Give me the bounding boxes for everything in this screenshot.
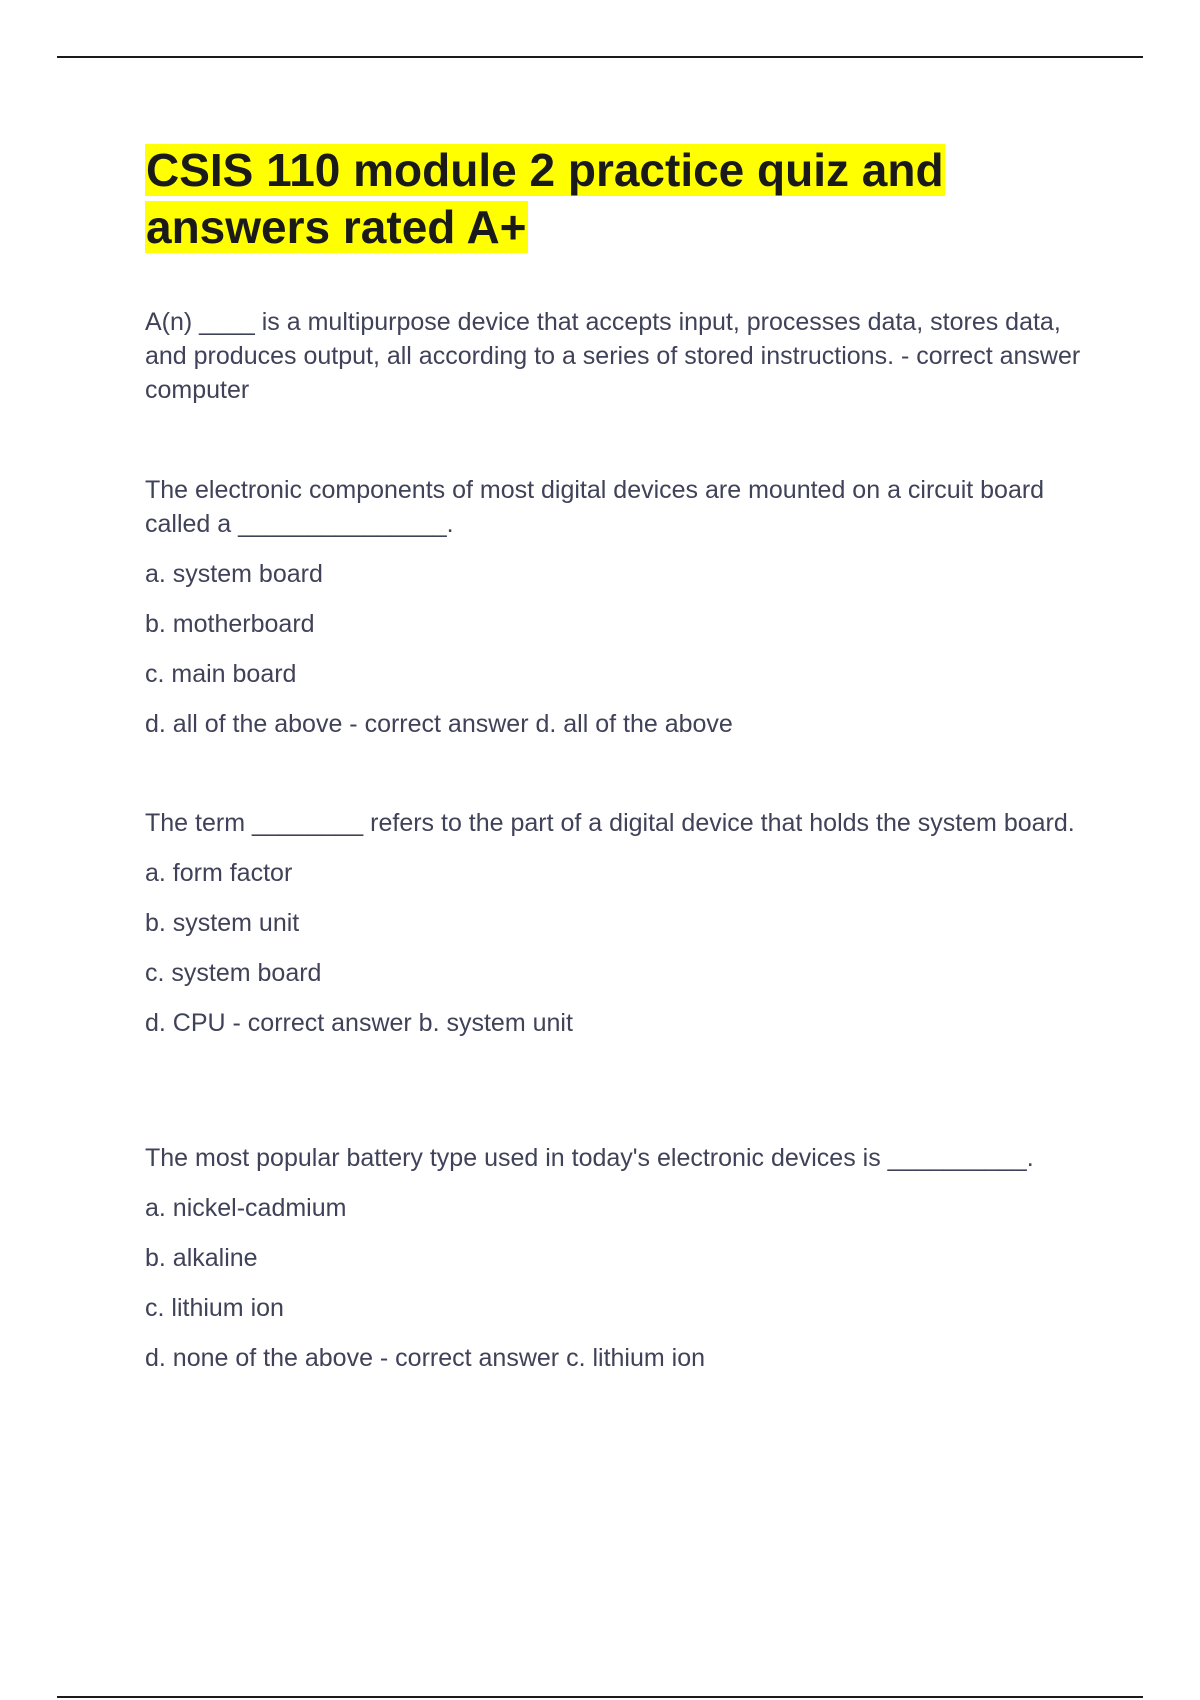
question-4-option-a: a. nickel-cadmium <box>145 1194 347 1222</box>
question-4-option-d-answer: d. none of the above - correct answer c. lithium ion <box>145 1344 706 1372</box>
question-1-text: A(n) ____ is a multipurpose device that accepts input, processes data, stores data, and produces output, all according to a series of stored instructions. - correct answer computer <box>145 308 1081 404</box>
question-4-option-c: c. lithium ion <box>145 1294 284 1322</box>
question-2-option-d-answer: d. all of the above - correct answer d. all of the above <box>145 710 733 738</box>
title-line-1: CSIS 110 module 2 practice quiz and <box>146 144 944 196</box>
question-block-4 <box>145 1141 1085 1375</box>
page-title <box>145 142 1045 256</box>
question-2-text: The electronic components of most digital devices are mounted on a circuit board called a _______________. <box>145 476 1045 538</box>
question-block-1 <box>145 305 1085 407</box>
question-block-3 <box>145 806 1085 1040</box>
question-4-text: The most popular battery type used in today's electronic devices is __________. <box>145 1144 1034 1172</box>
title-line-2: answers rated A+ <box>146 201 527 253</box>
question-3-option-a: a. form factor <box>145 859 293 887</box>
question-3-option-b: b. system unit <box>145 909 300 937</box>
top-divider <box>57 56 1143 58</box>
question-3-text: The term ________ refers to the part of a digital device that holds the system board. <box>145 809 1075 837</box>
question-2-option-b: b. motherboard <box>145 610 315 638</box>
question-3-option-d-answer: d. CPU - correct answer b. system unit <box>145 1009 573 1037</box>
question-2-option-a: a. system board <box>145 560 323 588</box>
question-3-option-c: c. system board <box>145 959 322 987</box>
question-4-option-b: b. alkaline <box>145 1244 258 1272</box>
question-block-2 <box>145 473 1085 741</box>
bottom-divider <box>57 1696 1143 1698</box>
question-2-option-c: c. main board <box>145 660 297 688</box>
